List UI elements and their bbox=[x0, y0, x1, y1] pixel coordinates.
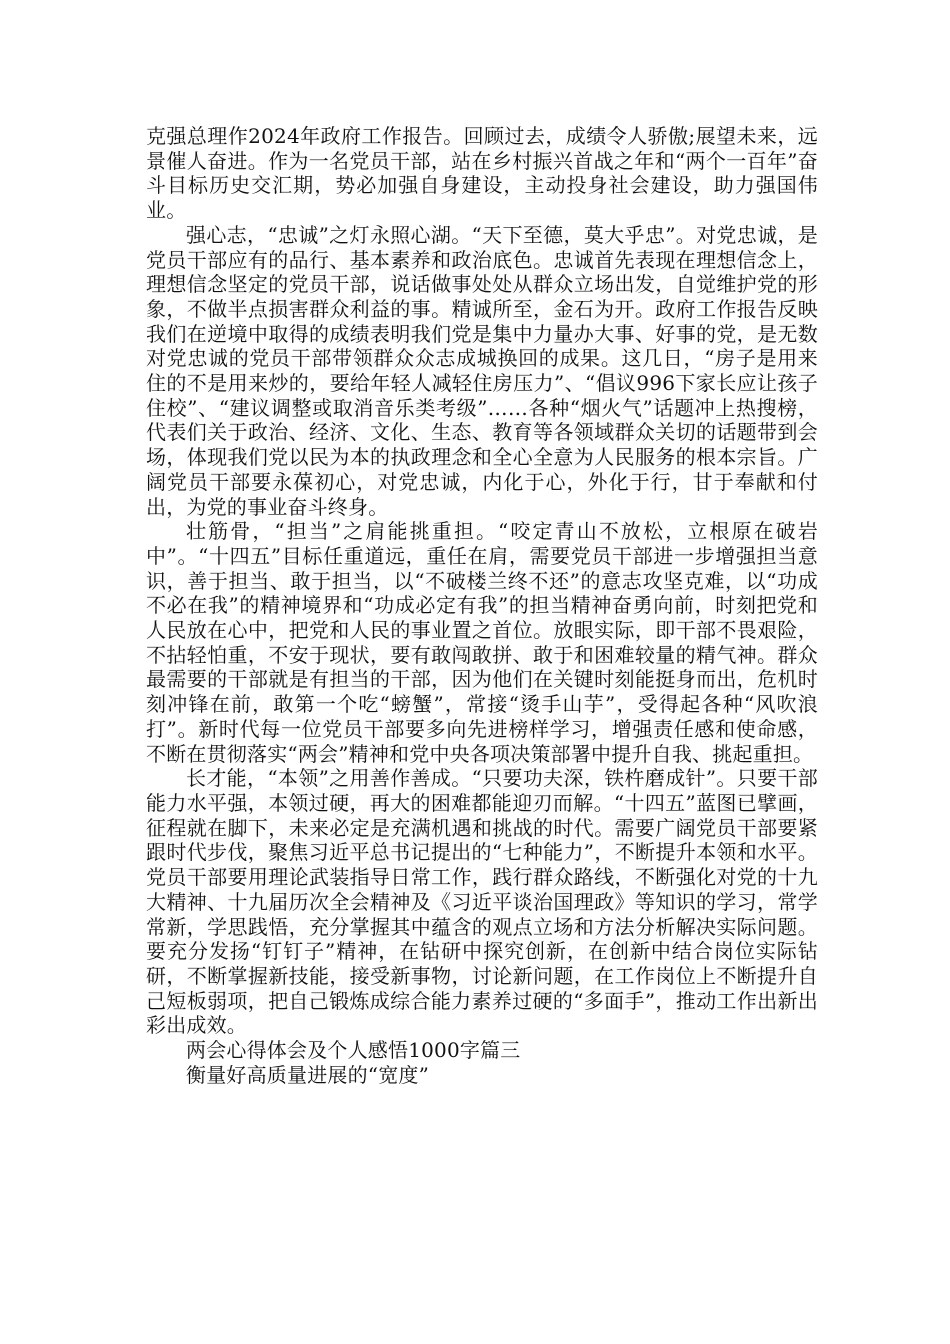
document-body bbox=[146, 124, 818, 1087]
section-subtitle: 衡量好高质量进展的“宽度” bbox=[186, 1062, 430, 1087]
paragraph-responsibility: 壮筋骨，“担当”之肩能挑重担。“咬定青山不放松，立根原在破岩中”。“十四五”目标任重道远，重任在肩，需要党员干部进一步增强担当意识，善于担当、敢于担当，以“不破楼兰终不还”的意志攻坚克难，以“功成不必在我”的精神境界和“功成必定有我”的担当精神奋勇向前，时刻把党和人民放在心中，把党和人民的事业置之首位。放眼实际，即干部不畏艰险，不拈轻怕重，不安于现状，要有敢闯敢拼、敢于和困难较量的精气神。群众最需要的干部就是有担当的干部，因为他们在关键时刻能挺身而出，危机时刻冲锋在前，敢第一个吃“螃蟹”，常接“烫手山芋”，受得起各种“风吹浪打”。新时代每一位党员干部要多向先进榜样学习，增强责任感和使命感，不断在贯彻落实“两会”精神和党中央各项决策部署中提升自我、挑起重担。 bbox=[146, 519, 818, 766]
paragraph-ability: 长才能，“本领”之用善作善成。“只要功夫深，铁杵磨成针”。只要干部能力水平强，本领过硬，再大的困难都能迎刃而解。“十四五”蓝图已擘画，征程就在脚下，未来必定是充满机遇和挑战的时代。需要广阔党员干部要紧跟时代步伐，聚焦习近平总书记提出的“七种能力”，不断提升本领和水平。党员干部要用理论武装指导日常工作，践行群众路线，不断强化对党的十九大精神、十九届历次全会精神及《习近平谈治国理政》等知识的学习，常学常新，学思践悟，充分掌握其中蕴含的观点立场和方法分析解决实际问题。要充分发扬“钉钉子”精神，在钻研中探究创新，在创新中结合岗位实际钻研，不断掌握新技能，接受新事物，讨论新问题，在工作岗位上不断提升自己短板弱项，把自己锻炼成综合能力素养过硬的“多面手”，推动工作出新出彩出成效。 bbox=[146, 766, 818, 1038]
paragraph-loyalty: 强心志，“忠诚”之灯永照心湖。“天下至德，莫大乎忠”。对党忠诚，是党员干部应有的品行、基本素养和政治底色。忠诚首先表现在理想信念上，理想信念坚定的党员干部，说话做事处处从群众立场出发，自觉维护党的形象，不做半点损害群众利益的事。精诚所至，金石为开。政府工作报告反映我们在逆境中取得的成绩表明我们党是集中力量办大事、好事的党，是无数对党忠诚的党员干部带领群众众志成城换回的成果。这几日，“房子是用来住的不是用来炒的，要给年轻人减轻住房压力”、“倡议996下家长应让孩子住校”、“建议调整或取消音乐类考级”……各种“烟火气”话题冲上热搜榜，代表们关于政治、经济、文化、生态、教育等各领域群众关切的话题带到会场，体现我们党以民为本的执政理念和全心全意为人民服务的根本宗旨。广阔党员干部要永葆初心，对党忠诚，内化于心，外化于行，甘于奉献和付出，为党的事业奋斗终身。 bbox=[146, 222, 818, 519]
section-title: 两会心得体会及个人感悟1000字篇三 bbox=[186, 1038, 521, 1063]
paragraph-intro: 克强总理作2024年政府工作报告。回顾过去，成绩令人骄傲;展望未来，远景催人奋进。作为一名党员干部，站在乡村振兴首战之年和“两个一百年”奋斗目标历史交汇期，势必加强自身建设，主动投身社会建设，助力强国伟业。 bbox=[146, 124, 818, 223]
